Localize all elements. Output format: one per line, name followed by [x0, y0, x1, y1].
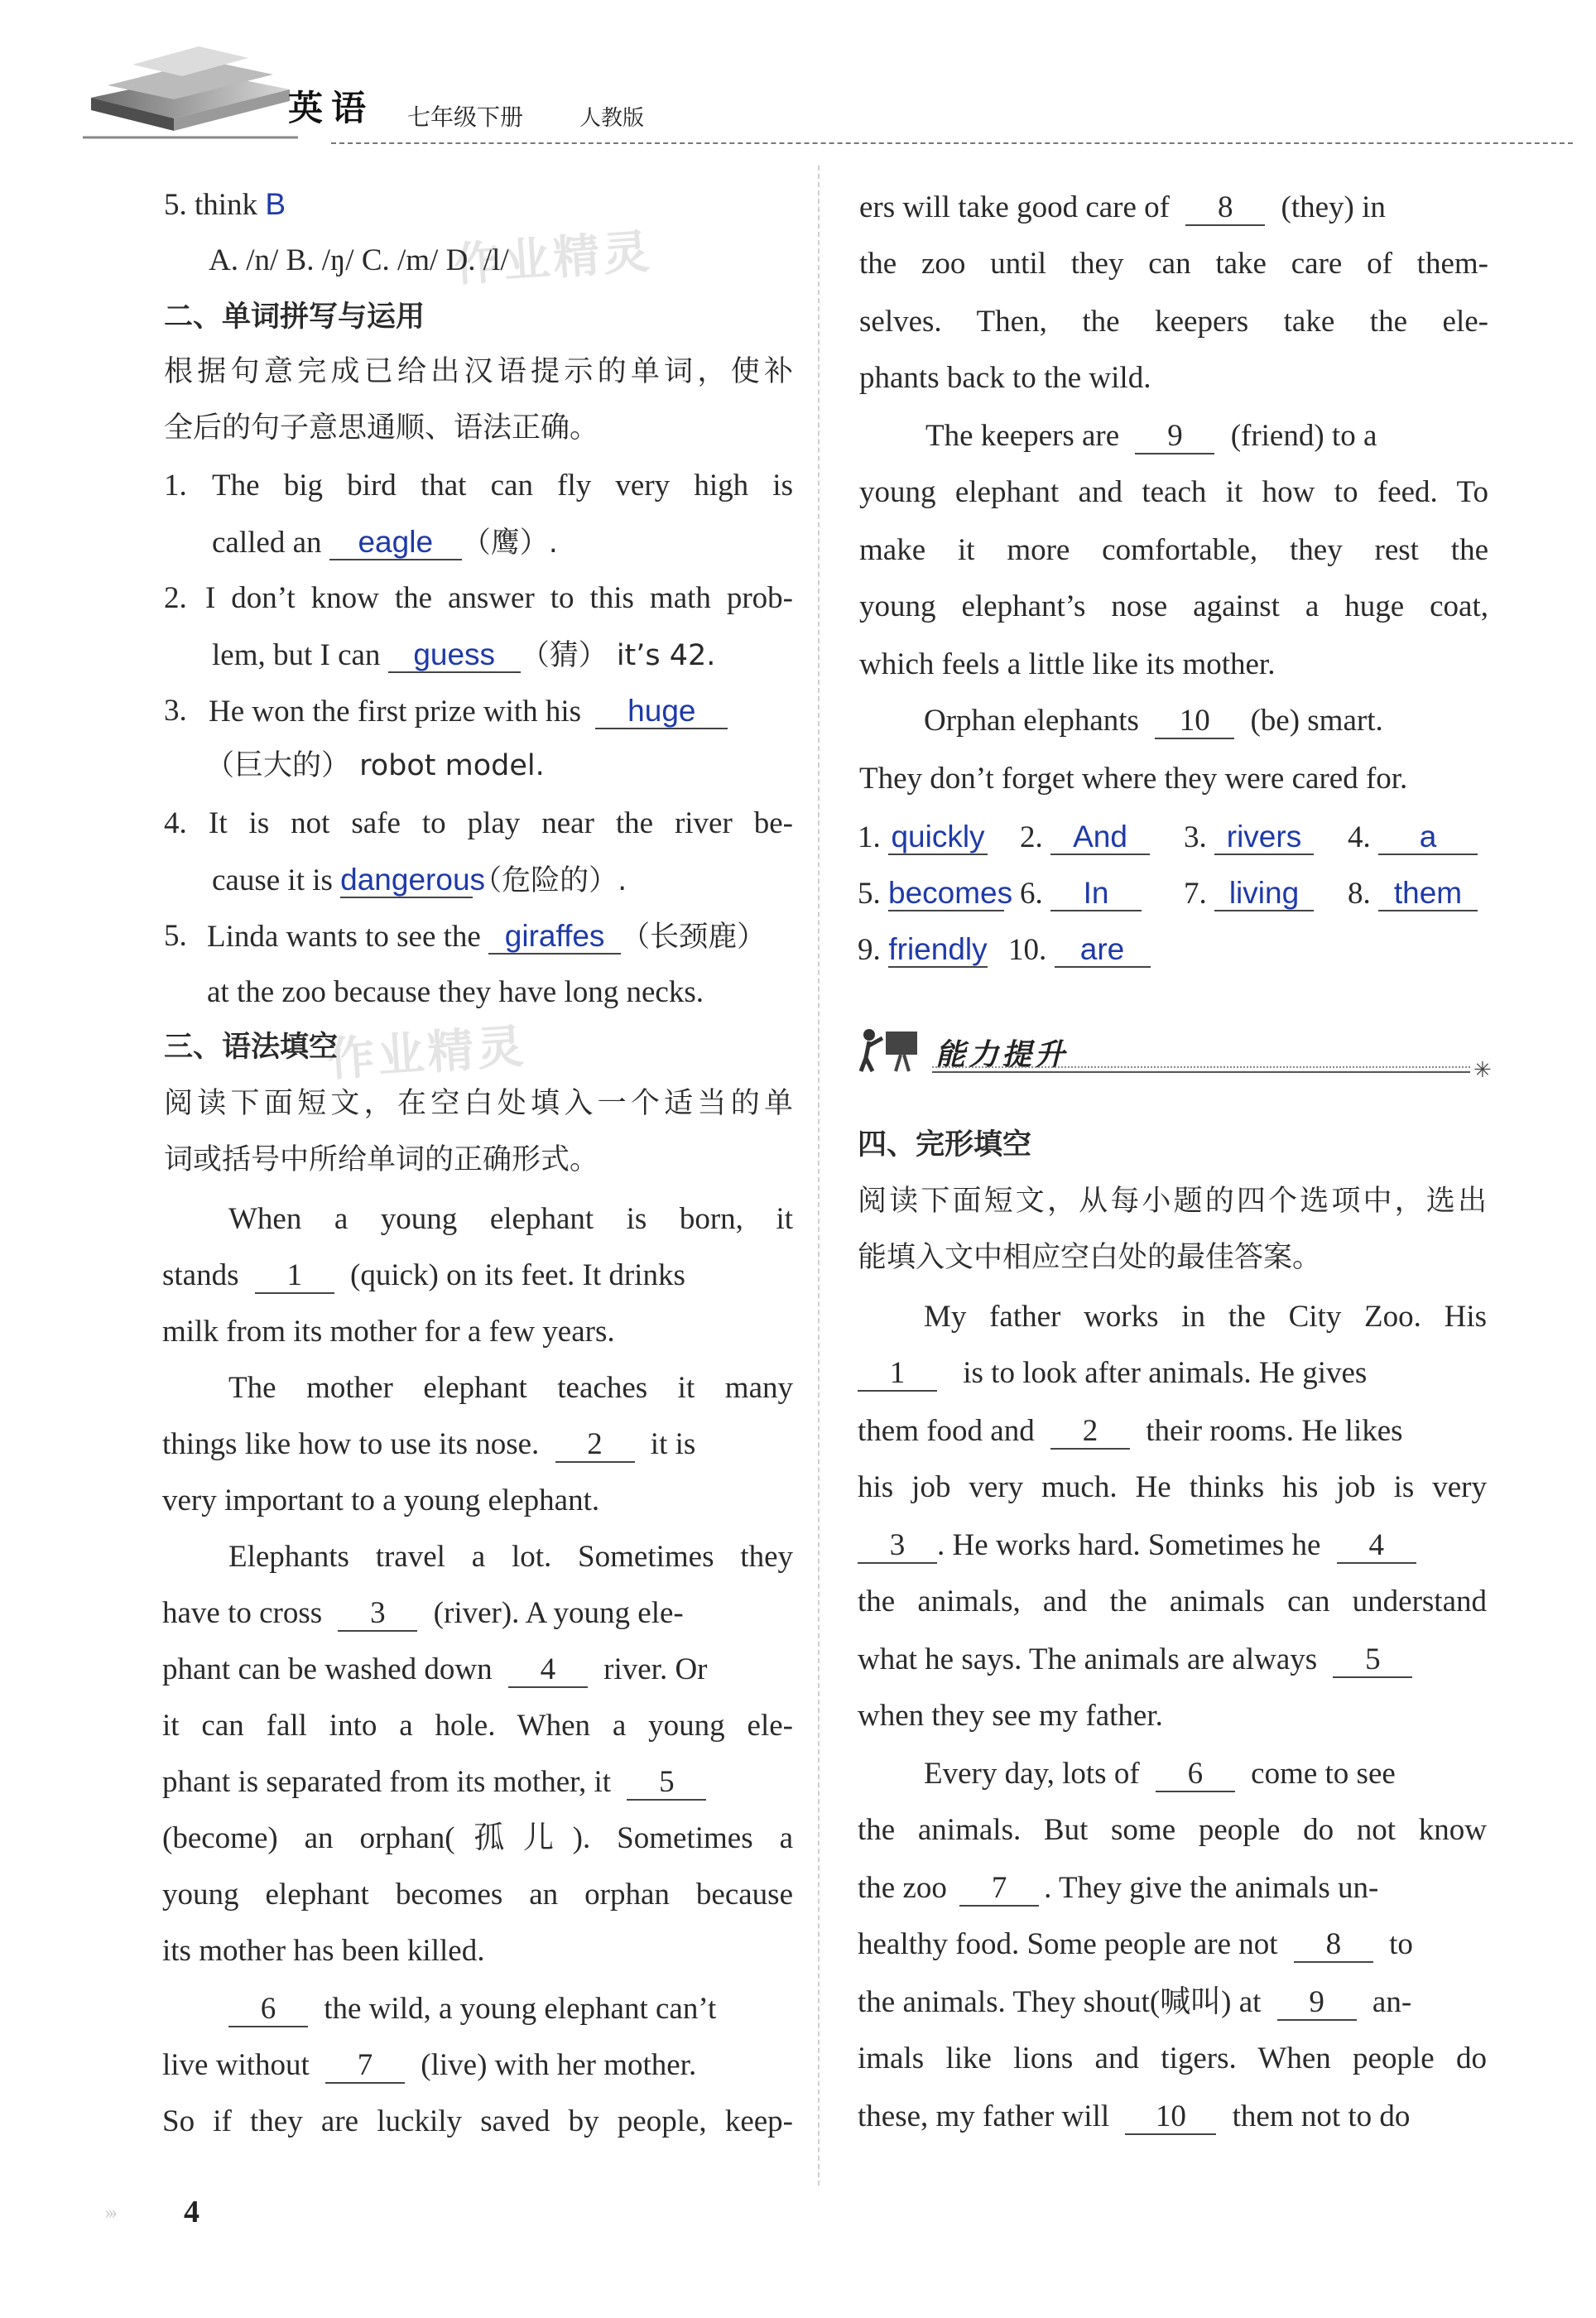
passage-line: make it more comfortable, they rest the [859, 533, 1488, 567]
cloze-blank-4: 4 [1337, 1530, 1416, 1564]
cloze-blank-7: 7 [959, 1873, 1039, 1907]
blank-5: 5 [627, 1767, 706, 1801]
passage-line: (become) an orphan(孤儿). Sometimes a [162, 1821, 793, 1855]
passage-line: them food and 2 their rooms. He likes [858, 1414, 1403, 1448]
blank-6: 6 [228, 1993, 308, 2027]
instruction: 阅读下面短文，从每小题的四个选项中，选出 [858, 1185, 1487, 1218]
blank-8: 8 [1185, 192, 1265, 226]
blank-2: 2 [555, 1429, 635, 1463]
item-number: 5. [164, 919, 187, 953]
passage-line: the zoo 7 . They give the animals un- [858, 1871, 1379, 1905]
item-number: 1. [164, 469, 187, 503]
watermark: 作业精灵 [326, 1019, 529, 1088]
answer-blank: eagle [329, 527, 462, 560]
instruction: 阅读下面短文，在空白处填入一个适当的单 [164, 1087, 793, 1120]
item-line: （巨大的） robot model. [205, 749, 545, 782]
passage-line: 3 . He works hard. Sometimes he 4 [858, 1530, 1416, 1564]
item-number: 4. [164, 806, 187, 840]
passage-line: The keepers are 9 (friend) to a [925, 419, 1377, 453]
books-logo-icon [83, 40, 298, 147]
student-blackboard-icon [858, 1027, 929, 1073]
passage-line: his job very much. He thinks his job is very [858, 1470, 1487, 1504]
item-line: lem, but I can guess （猜） it’s 42. [212, 637, 716, 672]
passage-line: live without 7 (live) with her mother. [162, 2048, 697, 2082]
grade-label: 七年级下册 [407, 103, 524, 131]
item-text: It is not safe to play near the river be- [209, 806, 793, 840]
page-number: 4 [184, 2195, 200, 2229]
q5-options: A. /n/ B. /ŋ/ C. /m/ D. /l/ [209, 243, 509, 277]
section-title: 二、单词拼写与运用 [164, 301, 425, 334]
passage-line: phant can be washed down 4 river. Or [162, 1652, 708, 1686]
passage-line: selves. Then, the keepers take the ele- [859, 305, 1488, 339]
passage-line: the animals. They shout(喊叫) at 9 an- [858, 1985, 1412, 2019]
passage-line: it can fall into a hole. When a young ele- [162, 1709, 793, 1743]
answer-blank: dangerous [340, 863, 486, 897]
passage-line: phant is separated from its mother, it 5 [162, 1767, 706, 1801]
instruction: 能填入文中相应空白处的最佳答案。 [858, 1241, 1322, 1274]
passage-line: healthy food. Some people are not 8 to [858, 1927, 1413, 1961]
footer-arrows-icon: ››› [104, 2202, 114, 2224]
blank-7: 7 [325, 2050, 405, 2084]
cloze-blank-6: 6 [1156, 1758, 1235, 1792]
passage-line: have to cross 3 (river). A young ele- [162, 1596, 684, 1630]
passage-line: very important to a young elephant. [162, 1484, 600, 1517]
blank-10: 10 [1155, 705, 1234, 739]
passage-line: They don’t forget where they were cared for. [859, 762, 1408, 796]
cloze-blank-1: 1 [858, 1358, 937, 1392]
passage-line: imals like lions and tigers. When people do [858, 2041, 1487, 2075]
passage-line: the animals, and the animals can understand [858, 1585, 1487, 1618]
passage-line: phants back to the wild. [859, 361, 1151, 395]
passage-line: young elephant and teach it how to feed. To [859, 475, 1488, 509]
instruction: 全后的句子意思通顺、语法正确。 [164, 411, 599, 445]
passage-line: what he says. The animals are always 5 [858, 1644, 1412, 1678]
passage-line: young elephant becomes an orphan because [162, 1878, 793, 1912]
banner-line [932, 1071, 1470, 1073]
ability-title: 能力提升 [935, 1038, 1069, 1072]
passage-line: milk from its mother for a few years. [162, 1315, 615, 1349]
answer-blank: huge [595, 695, 728, 729]
passage-line: When a young elephant is born, it [228, 1202, 793, 1236]
instruction: 根据句意完成已给出汉语提示的单词，使补 [164, 355, 793, 388]
answer-7: living [1214, 878, 1314, 911]
answer-4: a [1378, 821, 1478, 855]
passage-line: The mother elephant teaches it many [228, 1371, 793, 1405]
answer-10: are [1055, 934, 1151, 968]
passage-line: the animals. But some people do not know [858, 1813, 1487, 1847]
star-icon: ✳ [1473, 1058, 1492, 1082]
ability-banner [858, 1027, 1492, 1082]
passage-line: 6 the wild, a young elephant can’t [228, 1993, 716, 2027]
blank-3: 3 [338, 1598, 417, 1632]
passage-line: things like how to use its nose. 2 it is [162, 1427, 696, 1461]
answer-6: In [1050, 878, 1142, 911]
subject-title: 英语 [288, 88, 375, 128]
answer-3: rivers [1214, 821, 1314, 855]
blank-4: 4 [508, 1654, 588, 1688]
passage-line: ers will take good care of 8 (they) in [859, 190, 1386, 224]
answer-9: friendly [888, 932, 988, 966]
cloze-blank-3: 3 [858, 1530, 937, 1564]
blank-1: 1 [255, 1260, 334, 1294]
passage-line: which feels a little like its mother. [859, 647, 1276, 681]
q5-line: 5. think B [164, 187, 286, 222]
passage-line: the zoo until they can take care of them- [859, 247, 1488, 281]
item-line: at the zoo because they have long necks. [207, 975, 704, 1009]
passage-line: young elephant’s nose against a huge coat, [859, 589, 1488, 623]
cloze-blank-10: 10 [1125, 2101, 1216, 2135]
item-line: called an eagle （鹰）. [212, 525, 558, 560]
cloze-blank-9: 9 [1277, 1987, 1357, 2021]
passage-line: Orphan elephants 10 (be) smart. [924, 704, 1383, 738]
answer-1: quickly [888, 821, 988, 855]
answer-blank: giraffes [488, 921, 621, 955]
passage-line: My father works in the City Zoo. His [924, 1300, 1487, 1334]
item-number: 2. [164, 581, 187, 615]
edition-label: 人教版 [579, 106, 645, 131]
passage-line: when they see my father. [858, 1699, 1163, 1733]
passage-line: Elephants travel a lot. Sometimes they [228, 1540, 793, 1574]
item-number: 3. [164, 694, 187, 728]
answer-5: becomes [888, 876, 1013, 910]
cloze-blank-5: 5 [1333, 1644, 1412, 1678]
item-text: I don’t know the answer to this math prob- [205, 581, 793, 615]
passage-line: these, my father will 10 them not to do [858, 2099, 1411, 2133]
column-divider [818, 166, 820, 2186]
cloze-blank-8: 8 [1294, 1929, 1373, 1963]
cloze-blank-2: 2 [1050, 1416, 1130, 1450]
passage-line: its mother has been killed. [162, 1934, 485, 1968]
passage-line: So if they are luckily saved by people, keep- [162, 2104, 793, 2138]
banner-dots [932, 1066, 1470, 1068]
section-title: 三、语法填空 [164, 1031, 339, 1064]
item-line: Linda wants to see the giraffes （长颈鹿） [207, 919, 767, 954]
item-line: He won the first prize with his huge [209, 695, 728, 729]
item-text: The big bird that can fly very high is [212, 469, 793, 503]
answer: B [265, 187, 286, 221]
passage-line: Every day, lots of 6 come to see [924, 1757, 1396, 1791]
blank-9: 9 [1135, 421, 1214, 454]
item-line: cause it is dangerous（危险的）. [212, 863, 627, 897]
answer-blank: guess [388, 639, 521, 673]
header-divider [331, 142, 1573, 144]
passage-line: 1 is to look after animals. He gives [858, 1358, 1367, 1392]
instruction: 词或括号中所给单词的正确形式。 [164, 1143, 599, 1176]
passage-line: stands 1 (quick) on its feet. It drinks [162, 1258, 685, 1292]
answer-2: And [1050, 821, 1150, 855]
section-title: 四、完形填空 [858, 1128, 1032, 1161]
answer-8: them [1378, 878, 1478, 911]
watermark: 作业精灵 [452, 224, 655, 293]
